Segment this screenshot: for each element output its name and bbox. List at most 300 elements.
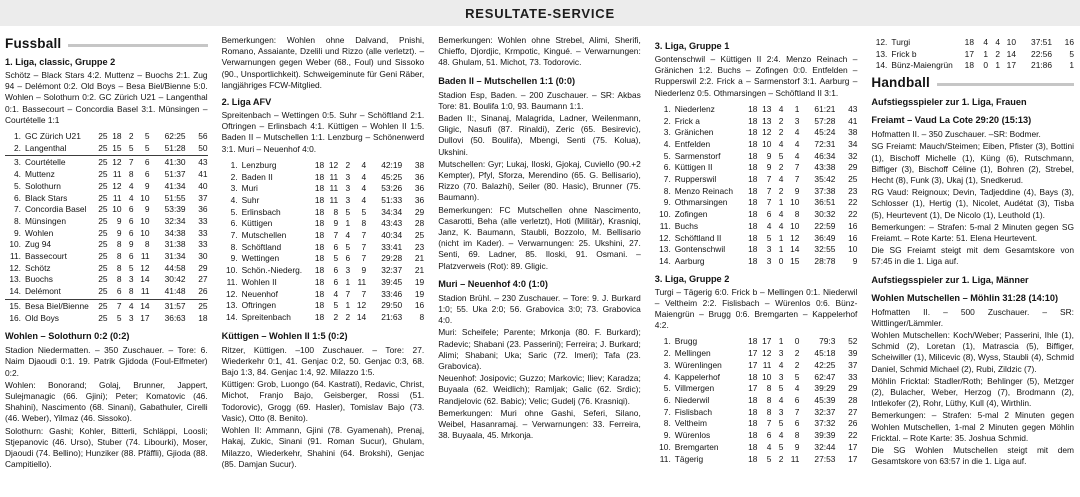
games-cell: 25 bbox=[98, 131, 108, 142]
team-cell: Gränichen bbox=[674, 127, 714, 138]
games-cell: 18 bbox=[748, 138, 758, 149]
team-cell: Buchs bbox=[674, 220, 699, 231]
table-row bbox=[655, 116, 858, 128]
points-cell: 22 bbox=[848, 209, 858, 220]
goals-cell: 32:44 bbox=[814, 441, 836, 452]
wins-cell: 5 bbox=[333, 300, 339, 311]
league-table bbox=[871, 37, 1074, 72]
table-row bbox=[655, 383, 858, 395]
table-row bbox=[655, 139, 858, 151]
draws-cell: 7 bbox=[128, 157, 134, 168]
table-row bbox=[655, 186, 858, 198]
draws-cell: 3 bbox=[128, 312, 134, 323]
losses-cell: 10 bbox=[140, 215, 150, 226]
draws-cell: 1 bbox=[995, 60, 1000, 71]
table-row bbox=[5, 239, 208, 251]
losses-cell: 14 bbox=[140, 274, 150, 285]
table-row bbox=[655, 174, 858, 186]
points-cell: 32 bbox=[848, 150, 858, 161]
draws-cell: 5 bbox=[778, 383, 784, 394]
table-row bbox=[5, 131, 208, 143]
team-cell: Frick b bbox=[891, 48, 917, 59]
wins-cell: 12 bbox=[112, 180, 122, 191]
team-cell: Schöftland II bbox=[674, 232, 722, 243]
rank-cell: 13. bbox=[875, 48, 888, 59]
points-cell: 40 bbox=[198, 180, 208, 191]
rank-cell: 10. bbox=[659, 441, 671, 452]
column-5 bbox=[871, 35, 1074, 472]
goals-cell: 31:57 bbox=[164, 300, 186, 311]
goals-cell: 57:28 bbox=[814, 115, 836, 126]
points-cell: 33 bbox=[198, 215, 208, 226]
losses-cell: 7 bbox=[794, 174, 800, 185]
wins-cell: 11 bbox=[112, 169, 122, 180]
wins-cell: 10 bbox=[762, 371, 772, 382]
points-cell: 29 bbox=[848, 162, 858, 173]
points-cell: 43 bbox=[198, 157, 208, 168]
draws-cell: 4 bbox=[778, 220, 784, 231]
section-title: Fussball bbox=[5, 36, 62, 51]
games-cell: 18 bbox=[314, 194, 325, 205]
losses-cell: 6 bbox=[144, 169, 150, 180]
draws-cell: 7 bbox=[345, 288, 351, 299]
rank-cell: 1. bbox=[230, 159, 238, 170]
losses-cell: 14 bbox=[1006, 48, 1016, 59]
table-row bbox=[222, 172, 425, 184]
wins-cell: 2 bbox=[333, 311, 339, 322]
games-cell: 25 bbox=[98, 286, 108, 297]
wins-cell: 6 bbox=[333, 265, 339, 276]
wins-cell: 7 bbox=[766, 174, 772, 185]
points-cell: 21 bbox=[414, 265, 425, 276]
table-row bbox=[871, 37, 1074, 49]
paragraph: Stadion Niedermatten. – 350 Zuschauer. – Tore: 6. Naim Djaoudi 0:1. 19. Patrik Gjidoda (Foul-Elfmeter) 0:2. bbox=[5, 345, 208, 378]
points-cell: 26 bbox=[848, 418, 858, 429]
table-row bbox=[5, 169, 208, 181]
points-cell: 19 bbox=[414, 288, 425, 299]
wins-cell: 11 bbox=[762, 359, 772, 370]
wins-cell: 4 bbox=[333, 288, 339, 299]
points-cell: 38 bbox=[848, 127, 858, 138]
team-cell: Zug 94 bbox=[25, 239, 52, 250]
column-2 bbox=[222, 35, 425, 472]
draws-cell: 1 bbox=[778, 336, 784, 347]
rank-cell: 1. bbox=[663, 103, 671, 114]
table-row bbox=[655, 372, 858, 384]
draws-cell: 3 bbox=[778, 348, 784, 359]
points-cell: 25 bbox=[414, 230, 425, 241]
rank-cell: 11. bbox=[226, 276, 238, 287]
page-title: RESULTATE-SERVICE bbox=[465, 5, 615, 21]
column-4 bbox=[655, 35, 858, 472]
rank-cell: 8. bbox=[663, 185, 671, 196]
goals-cell: 27:53 bbox=[814, 453, 836, 464]
draws-cell: 2 bbox=[778, 115, 784, 126]
table-row bbox=[5, 263, 208, 275]
points-cell: 37 bbox=[848, 359, 858, 370]
wins-cell: 7 bbox=[116, 300, 122, 311]
games-cell: 18 bbox=[748, 220, 758, 231]
rank-cell: 12. bbox=[875, 37, 888, 47]
points-cell: 23 bbox=[414, 241, 425, 252]
rank-cell: 3. bbox=[663, 127, 671, 138]
losses-cell: 2 bbox=[794, 348, 800, 359]
paragraph: Solothurn: Gashi; Kohler, Bitterli, Schläppi, Loosli; Stjepanovic (46. Urso), Stuber (74. Libourki), Moser, Djaoudi (74. Bellino); Hunziker (88. Pfäffli), Gjioda (88. Campitiello). bbox=[5, 425, 208, 470]
paragraph: RG Vaud: Reignoux; Devin, Tadjeddine (4), Bays (3), Schlosser (1), Hertig (1), Nicolet, Audétat (3), Tisba (5), Heurtevent (1), De Nicolo (1), Leuthold (1). bbox=[871, 187, 1074, 220]
goals-cell: 34:34 bbox=[381, 206, 403, 217]
paragraph: Baden II:, Sinanaj, Malagrida, Ladner, Weilenmann, Gligic, Nasufi (87. Rinaldi), Zeric (65. Besirevic), Dullovi (50. Boulifa), Mbengi, Senti (75. Kolua), Ukshini. bbox=[438, 113, 641, 157]
table-row bbox=[222, 242, 425, 254]
table-separator bbox=[5, 299, 208, 300]
games-cell: 18 bbox=[748, 232, 758, 243]
wins-cell: 7 bbox=[333, 230, 339, 241]
team-cell: Villmergen bbox=[674, 383, 715, 394]
team-cell: Othmarsingen bbox=[674, 197, 728, 208]
games-cell: 17 bbox=[964, 48, 974, 59]
team-cell: GC Zürich U21 bbox=[25, 131, 81, 142]
draws-cell: 9 bbox=[128, 239, 134, 250]
points-cell: 37 bbox=[198, 192, 208, 203]
team-cell: Suhr bbox=[241, 194, 260, 205]
goals-cell: 72:31 bbox=[814, 138, 836, 149]
goals-cell: 61:21 bbox=[814, 103, 836, 114]
draws-cell: 5 bbox=[778, 150, 784, 161]
team-cell: Brugg bbox=[674, 336, 698, 347]
draws-cell: 4 bbox=[778, 359, 784, 370]
goals-cell: 30:42 bbox=[164, 274, 186, 285]
rank-cell: 2. bbox=[663, 348, 671, 359]
losses-cell: 7 bbox=[361, 241, 367, 252]
points-cell: 43 bbox=[848, 103, 858, 114]
goals-cell: 51:37 bbox=[164, 169, 186, 180]
team-cell: Erlinsbach bbox=[241, 206, 281, 217]
team-cell: Bremgarten bbox=[674, 441, 719, 452]
wins-cell: 9 bbox=[766, 150, 772, 161]
team-cell: Kappelerhof bbox=[674, 371, 720, 382]
goals-cell: 22:56 bbox=[1031, 48, 1052, 59]
wins-cell: 6 bbox=[333, 276, 339, 287]
goals-cell: 32:34 bbox=[164, 215, 186, 226]
table-row bbox=[222, 300, 425, 312]
rank-cell: 5. bbox=[14, 180, 21, 191]
points-cell: 39 bbox=[848, 348, 858, 359]
team-cell: Courtételle bbox=[25, 157, 66, 168]
points-cell: 23 bbox=[848, 185, 858, 196]
table-row bbox=[655, 395, 858, 407]
draws-cell: 1 bbox=[345, 218, 351, 229]
games-cell: 25 bbox=[98, 180, 108, 191]
wins-cell: 6 bbox=[766, 430, 772, 441]
league-table bbox=[655, 336, 858, 465]
table-row bbox=[655, 244, 858, 256]
table-row bbox=[5, 301, 208, 313]
goals-cell: 32:55 bbox=[814, 244, 836, 255]
draws-cell: 3 bbox=[778, 406, 784, 417]
rank-cell: 8. bbox=[14, 215, 21, 226]
table-row bbox=[871, 60, 1074, 72]
games-cell: 18 bbox=[748, 103, 758, 114]
wins-cell: 11 bbox=[329, 194, 339, 205]
wins-cell: 9 bbox=[766, 162, 772, 173]
rank-cell: 14. bbox=[9, 286, 21, 297]
points-cell: 27 bbox=[198, 274, 208, 285]
wins-cell: 8 bbox=[116, 262, 122, 273]
team-cell: Veltheim bbox=[674, 418, 707, 429]
goals-cell: 79:3 bbox=[819, 336, 836, 347]
goals-cell: 32:37 bbox=[814, 406, 836, 417]
team-cell: Muttenz bbox=[25, 169, 55, 180]
table-row bbox=[655, 233, 858, 245]
points-cell: 25 bbox=[848, 174, 858, 185]
table-row bbox=[655, 418, 858, 430]
goals-cell: 44:58 bbox=[164, 262, 186, 273]
rank-cell: 6. bbox=[663, 394, 671, 405]
draws-cell: 2 bbox=[995, 48, 1000, 59]
team-cell: Rupperswil bbox=[674, 174, 717, 185]
table-row bbox=[871, 49, 1074, 61]
table-row bbox=[222, 218, 425, 230]
wins-cell: 8 bbox=[116, 274, 122, 285]
wins-cell: 4 bbox=[766, 441, 772, 452]
games-cell: 18 bbox=[314, 241, 325, 252]
league-table bbox=[655, 104, 858, 268]
goals-cell: 31:38 bbox=[164, 239, 186, 250]
rank-cell: 14. bbox=[875, 60, 888, 71]
team-cell: Bünz-Maiengrün bbox=[891, 60, 953, 71]
table-row bbox=[5, 216, 208, 228]
draws-cell: 6 bbox=[128, 227, 134, 238]
rank-cell: 5. bbox=[663, 383, 671, 394]
points-cell: 22 bbox=[848, 197, 858, 208]
table-row bbox=[222, 230, 425, 242]
wins-cell: 8 bbox=[333, 206, 339, 217]
draws-cell: 4 bbox=[128, 300, 134, 311]
losses-cell: 2 bbox=[794, 359, 800, 370]
rank-cell: 11. bbox=[9, 251, 21, 262]
points-cell: 56 bbox=[198, 131, 208, 142]
wins-cell: 7 bbox=[766, 418, 772, 429]
games-cell: 18 bbox=[748, 150, 758, 161]
games-cell: 18 bbox=[748, 441, 758, 452]
wins-cell: 12 bbox=[762, 127, 772, 138]
wins-cell: 8 bbox=[766, 406, 772, 417]
games-cell: 25 bbox=[98, 227, 108, 238]
draws-cell: 6 bbox=[128, 204, 134, 215]
draws-cell: 4 bbox=[778, 103, 784, 114]
rank-cell: 14. bbox=[225, 311, 238, 322]
draws-cell: 5 bbox=[128, 142, 134, 153]
draws-cell: 8 bbox=[128, 169, 134, 180]
games-cell: 18 bbox=[314, 288, 325, 299]
goals-cell: 36:49 bbox=[814, 232, 836, 243]
draws-cell: 4 bbox=[778, 430, 784, 441]
table-row bbox=[5, 251, 208, 263]
match-heading: Freiamt – Vaud La Cote 29:20 (15:13) bbox=[871, 115, 1032, 126]
losses-cell: 14 bbox=[356, 311, 367, 322]
team-cell: Schötz bbox=[25, 262, 51, 273]
points-cell: 10 bbox=[848, 244, 858, 255]
draws-cell: 6 bbox=[128, 215, 134, 226]
table-row bbox=[655, 454, 858, 466]
goals-cell: 34:38 bbox=[164, 227, 186, 238]
table-row bbox=[222, 207, 425, 219]
team-cell: Neuenhof bbox=[241, 288, 278, 299]
games-cell: 18 bbox=[314, 276, 325, 287]
draws-cell: 2 bbox=[128, 131, 134, 142]
goals-cell: 36:63 bbox=[164, 312, 186, 323]
wins-cell: 13 bbox=[762, 115, 772, 126]
wins-cell: 12 bbox=[112, 157, 122, 168]
losses-cell: 14 bbox=[790, 244, 800, 255]
points-cell: 17 bbox=[848, 453, 858, 464]
paragraph: Mutschellen: Gyr; Lukaj, Iloski, Gjokaj, Cuviello (90.+2 Kempter), Pfyl, Sforza, Merendino (65. G. Bellisario), Rizzo (70. Balazhi), Seiler (80. Hasic), Brunner (75. Baumann). bbox=[438, 158, 641, 203]
goals-cell: 45:18 bbox=[814, 348, 836, 359]
rank-cell: 7. bbox=[663, 174, 671, 185]
rank-cell: 12. bbox=[225, 288, 238, 299]
draws-cell: 6 bbox=[345, 253, 351, 264]
games-cell: 25 bbox=[98, 251, 108, 262]
losses-cell: 4 bbox=[361, 159, 367, 170]
goals-cell: 22:59 bbox=[814, 220, 836, 231]
rank-cell: 15. bbox=[9, 300, 21, 311]
points-cell: 41 bbox=[848, 115, 858, 126]
losses-cell: 7 bbox=[794, 162, 800, 173]
team-cell: Schön.-Niederg. bbox=[241, 265, 303, 276]
losses-cell: 17 bbox=[1006, 60, 1016, 71]
games-cell: 25 bbox=[98, 312, 108, 323]
subsection-heading: Aufstiegsspieler zur 1. Liga, Männer bbox=[871, 274, 1029, 285]
column-1 bbox=[5, 35, 208, 472]
table-row bbox=[5, 204, 208, 216]
wins-cell: 11 bbox=[329, 183, 339, 194]
losses-cell: 1 bbox=[794, 103, 800, 114]
draws-cell: 3 bbox=[128, 274, 134, 285]
table-row bbox=[655, 336, 858, 348]
table-row bbox=[655, 360, 858, 372]
team-cell: Muri bbox=[241, 183, 258, 194]
games-cell: 25 bbox=[98, 215, 108, 226]
paragraph: Ritzer, Küttigen. –100 Zuschauer. – Tore: 27. Wiederkehr 0:1, 41. Genjac 0:2, 50. Genjac 0:3, 68. Bajo 1:3, 84. Genjac 1:4, 92. Milazzo 1:5. bbox=[221, 344, 425, 378]
match-heading: Wohlen Mutschellen – Möhlin 31:28 (14:10) bbox=[871, 292, 1059, 303]
match-heading: Baden II – Mutschellen 1:1 (0:0) bbox=[438, 75, 576, 86]
rank-cell: 5. bbox=[663, 150, 671, 161]
losses-cell: 15 bbox=[790, 255, 800, 266]
losses-cell: 9 bbox=[794, 441, 800, 452]
goals-cell: 29:28 bbox=[381, 253, 403, 264]
goals-cell: 51:55 bbox=[164, 192, 186, 203]
points-cell: 30 bbox=[198, 251, 208, 262]
paragraph: Neuenhof: Josipovic; Guzzo; Markovic; Iliev; Karadza; Buyaala (62. Weidlich); Ramljak; Galic (62. Srdic); Randjelovic (62. Babic); Velic; Gudelj (76. Krasniqi). bbox=[438, 373, 641, 406]
draws-cell: 5 bbox=[778, 418, 784, 429]
team-cell: Wohlen II bbox=[241, 276, 277, 287]
rank-cell: 2. bbox=[663, 115, 671, 126]
games-cell: 18 bbox=[748, 255, 758, 266]
games-cell: 18 bbox=[314, 218, 325, 229]
team-cell: Solothurn bbox=[25, 180, 61, 191]
team-cell: Münsingen bbox=[25, 215, 66, 226]
goals-cell: 62:47 bbox=[814, 371, 836, 382]
paragraph: Muri: Scheifele; Parente; Mrkonja (80. F. Burkard); Radevic; Shabani (23. Passerini); Ferreira; J. Burkard; Alimi; Shabani; Uka; Saric (72. Imeri); Tafa (23. Grabovica). bbox=[438, 327, 641, 372]
team-cell: Niederlenz bbox=[674, 103, 715, 114]
losses-cell: 4 bbox=[794, 150, 800, 161]
points-cell: 1 bbox=[1069, 60, 1074, 71]
losses-cell: 8 bbox=[361, 218, 367, 229]
points-cell: 16 bbox=[414, 300, 425, 311]
table-row bbox=[655, 151, 858, 163]
team-cell: Spreitenbach bbox=[241, 311, 291, 322]
losses-cell: 17 bbox=[140, 312, 150, 323]
points-cell: 21 bbox=[414, 253, 425, 264]
table-row bbox=[5, 274, 208, 286]
rank-cell: 3. bbox=[230, 183, 238, 194]
match-heading: Wohlen – Solothurn 0:2 (0:2) bbox=[5, 331, 130, 342]
games-cell: 18 bbox=[748, 453, 758, 464]
wins-cell: 3 bbox=[766, 255, 772, 266]
league-heading: 3. Liga, Gruppe 1 bbox=[654, 41, 730, 51]
points-cell: 36 bbox=[414, 183, 425, 194]
games-cell: 25 bbox=[98, 204, 108, 215]
games-cell: 18 bbox=[964, 60, 974, 71]
league-heading: 1. Liga, classic, Gruppe 2 bbox=[5, 57, 116, 67]
team-cell: Turgi bbox=[891, 37, 911, 47]
table-row bbox=[5, 181, 208, 193]
paragraph: Möhlin Fricktal: Stadler/Roth; Behlinger (5), Metzger (2), Bulacher, Weber, Herzog (7), Brodmann (2), Intlekofer (2), Rohr, Lüthy, Kull (4), Wirthlin. bbox=[871, 375, 1074, 409]
wins-cell: 9 bbox=[116, 227, 122, 238]
rank-cell: 10. bbox=[659, 209, 671, 220]
rank-cell: 12. bbox=[659, 232, 671, 243]
wins-cell: 6 bbox=[766, 209, 772, 220]
games-cell: 25 bbox=[98, 192, 108, 203]
wins-cell: 11 bbox=[112, 192, 122, 203]
table-row bbox=[222, 183, 425, 195]
team-cell: Menzo Reinach bbox=[674, 185, 733, 196]
table-row bbox=[222, 277, 425, 289]
rank-cell: 13. bbox=[9, 274, 21, 285]
rank-cell: 7. bbox=[663, 406, 671, 417]
losses-cell: 7 bbox=[361, 230, 367, 241]
losses-cell: 12 bbox=[790, 232, 800, 243]
table-row bbox=[222, 312, 425, 324]
points-cell: 17 bbox=[848, 441, 858, 452]
draws-cell: 1 bbox=[345, 300, 351, 311]
rank-cell: 12. bbox=[9, 262, 21, 273]
goals-cell: 33:46 bbox=[381, 288, 403, 299]
table-row bbox=[222, 289, 425, 301]
rank-cell: 4. bbox=[14, 169, 21, 180]
table-row bbox=[655, 162, 858, 174]
league-heading: 3. Liga, Gruppe 2 bbox=[654, 273, 730, 284]
draws-cell: 4 bbox=[995, 37, 1000, 47]
games-cell: 18 bbox=[748, 430, 758, 441]
goals-cell: 41:34 bbox=[164, 180, 186, 191]
losses-cell: 4 bbox=[794, 138, 800, 149]
goals-cell: 32:37 bbox=[381, 265, 403, 276]
losses-cell: 3 bbox=[794, 115, 800, 126]
games-cell: 18 bbox=[748, 406, 758, 417]
team-cell: Fislisbach bbox=[674, 406, 713, 417]
rank-cell: 3. bbox=[14, 157, 21, 168]
draws-cell: 3 bbox=[345, 194, 351, 205]
losses-cell: 8 bbox=[794, 430, 800, 441]
points-cell: 27 bbox=[848, 406, 858, 417]
draws-cell: 2 bbox=[778, 162, 784, 173]
games-cell: 18 bbox=[748, 162, 758, 173]
rank-cell: 2. bbox=[230, 171, 238, 182]
draws-cell: 2 bbox=[345, 311, 351, 322]
points-cell: 34 bbox=[848, 138, 858, 149]
draws-cell: 4 bbox=[128, 180, 134, 191]
team-cell: Concordia Basel bbox=[25, 204, 87, 215]
